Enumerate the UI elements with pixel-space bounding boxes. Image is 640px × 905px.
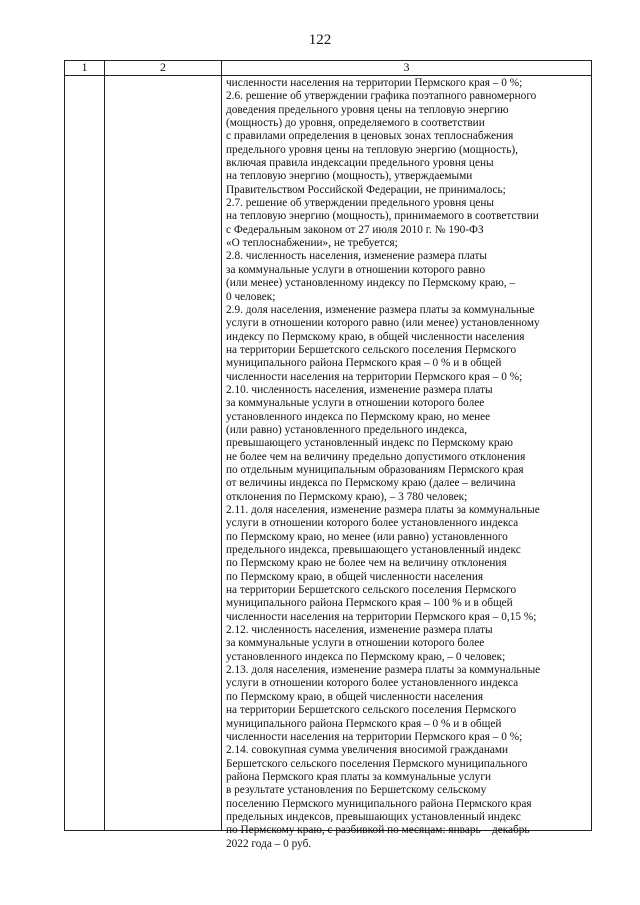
text-line: Правительством Российской Федерации, не принималось; bbox=[226, 183, 506, 196]
text-line: по Пермскому краю, в общей численности населения bbox=[226, 690, 484, 703]
text-line: в результате установления по Бершетскому сельскому bbox=[226, 784, 487, 797]
text-line: численности населения на территории Пермского края – 0,15 %; bbox=[226, 610, 537, 623]
column-header-2: 2 bbox=[160, 60, 166, 74]
text-line: (или менее) установленному индексу по Пермскому краю, – bbox=[226, 277, 516, 290]
text-line: индексу по Пермскому краю, в общей численности населения bbox=[226, 330, 525, 343]
text-line: установленного индекса по Пермскому краю, – 0 человек; bbox=[226, 650, 506, 663]
text-line: 2.8. численность населения, изменение размера платы bbox=[226, 250, 487, 263]
text-line: по Пермскому краю не более чем на величину отклонения bbox=[226, 557, 507, 570]
text-line: (мощность) до уровня, определяемого в соответствии bbox=[226, 117, 485, 130]
document-table bbox=[64, 60, 592, 850]
text-line: от величины индекса по Пермскому краю (далее – величина bbox=[226, 477, 516, 490]
text-line: за коммунальные услуги в отношении которого более bbox=[226, 637, 485, 650]
text-line: численности населения на территории Пермского края – 0 %; bbox=[226, 730, 523, 743]
text-line: численности населения на территории Пермского края – 0 %; bbox=[226, 370, 523, 383]
text-line: «О теплоснабжении», не требуется; bbox=[226, 237, 398, 250]
text-line: услуги в отношении которого более установленного индекса bbox=[226, 677, 519, 690]
text-line: 2.12. численность населения, изменение размера платы bbox=[226, 624, 493, 637]
text-line: включая правила индексации предельного уровня цены bbox=[226, 157, 494, 170]
text-line: не более чем на величину предельно допустимого отклонения bbox=[226, 450, 526, 463]
text-line: на территории Бершетского сельского поселения Пермского bbox=[226, 704, 517, 717]
page-number: 122 bbox=[308, 32, 332, 48]
text-line: услуги в отношении которого более установленного индекса bbox=[226, 517, 519, 530]
text-line: 2.13. доля населения, изменение размера платы за коммунальные bbox=[226, 664, 541, 677]
text-line: установленного индекса по Пермскому краю, но менее bbox=[226, 410, 491, 423]
text-line: на тепловую энергию (мощность), утверждаемыми bbox=[226, 170, 473, 183]
text-line: по Пермскому краю, в общей численности населения bbox=[226, 570, 484, 583]
text-line: 2.6. решение об утверждении графика поэтапного равномерного bbox=[226, 90, 537, 103]
text-line: за коммунальные услуги в отношении которого равно bbox=[226, 263, 486, 276]
column-header-3: 3 bbox=[403, 60, 410, 74]
text-line: предельного уровня цены на тепловую энергию (мощность), bbox=[226, 143, 518, 156]
text-line: по Пермскому краю, с разбивкой по месяцам: январь – декабрь bbox=[226, 824, 530, 837]
text-line: Бершетского сельского поселения Пермского муниципального bbox=[226, 757, 528, 770]
text-line: услуги в отношении которого равно (или менее) установленному bbox=[226, 317, 540, 330]
text-line: 2022 года – 0 руб. bbox=[226, 837, 312, 850]
column-3-text bbox=[226, 77, 589, 851]
text-line: с правилами определения в ценовых зонах теплоснабжения bbox=[226, 130, 514, 143]
text-line: численности населения на территории Пермского края – 0 %; bbox=[226, 77, 523, 89]
text-line: превышающего установленный индекс по Пермскому краю bbox=[226, 437, 513, 450]
text-line: за коммунальные услуги в отношении которого более bbox=[226, 397, 485, 410]
text-line: по отдельным муниципальным образованиям Пермского края bbox=[226, 463, 524, 476]
text-line: на территории Бершетского сельского поселения Пермского bbox=[226, 584, 517, 597]
text-line: 2.7. решение об утверждении предельного уровня цены bbox=[226, 197, 495, 210]
text-line: района Пермского края платы за коммунальные услуги bbox=[226, 770, 492, 783]
text-line: с Федеральным законом от 27 июля 2010 г. № 190-ФЗ bbox=[226, 223, 484, 236]
text-line: 0 человек; bbox=[226, 290, 276, 303]
column-divider-2 bbox=[221, 61, 222, 830]
column-divider-1 bbox=[104, 61, 105, 830]
column-header-1: 1 bbox=[81, 60, 88, 74]
table-header-row bbox=[65, 61, 591, 76]
text-line: по Пермскому краю, но менее (или равно) установленного bbox=[226, 530, 508, 543]
text-line: муниципального района Пермского края – 100 % и в общей bbox=[226, 597, 513, 610]
text-line: 2.9. доля населения, изменение размера платы за коммунальные bbox=[226, 303, 535, 316]
text-line: 2.10. численность населения, изменение размера платы bbox=[226, 383, 493, 396]
text-line: на территории Бершетского сельского поселения Пермского bbox=[226, 343, 517, 356]
text-line: на тепловую энергию (мощность), принимаемого в соответствии bbox=[226, 210, 539, 223]
text-line: (или равно) установленного предельного индекса, bbox=[226, 423, 468, 436]
text-line: отклонения по Пермскому краю), – 3 780 человек; bbox=[226, 490, 468, 503]
text-line: 2.14. совокупная сумма увеличения вносимой гражданами bbox=[226, 744, 509, 757]
text-line: доведения предельного уровня цены на тепловую энергию bbox=[226, 103, 509, 116]
text-line: предельного индекса, превышающего установленный индекс bbox=[226, 544, 521, 557]
text-line: муниципального района Пермского края – 0 % и в общей bbox=[226, 357, 502, 370]
text-line: 2.11. доля населения, изменение размера платы за коммунальные bbox=[226, 504, 540, 516]
text-line: муниципального района Пермского края – 0 % и в общей bbox=[226, 717, 502, 730]
text-line: предельных индексов, превышающих установленный индекс bbox=[226, 810, 521, 823]
text-line: поселению Пермского муниципального района Пермского края bbox=[226, 797, 532, 810]
